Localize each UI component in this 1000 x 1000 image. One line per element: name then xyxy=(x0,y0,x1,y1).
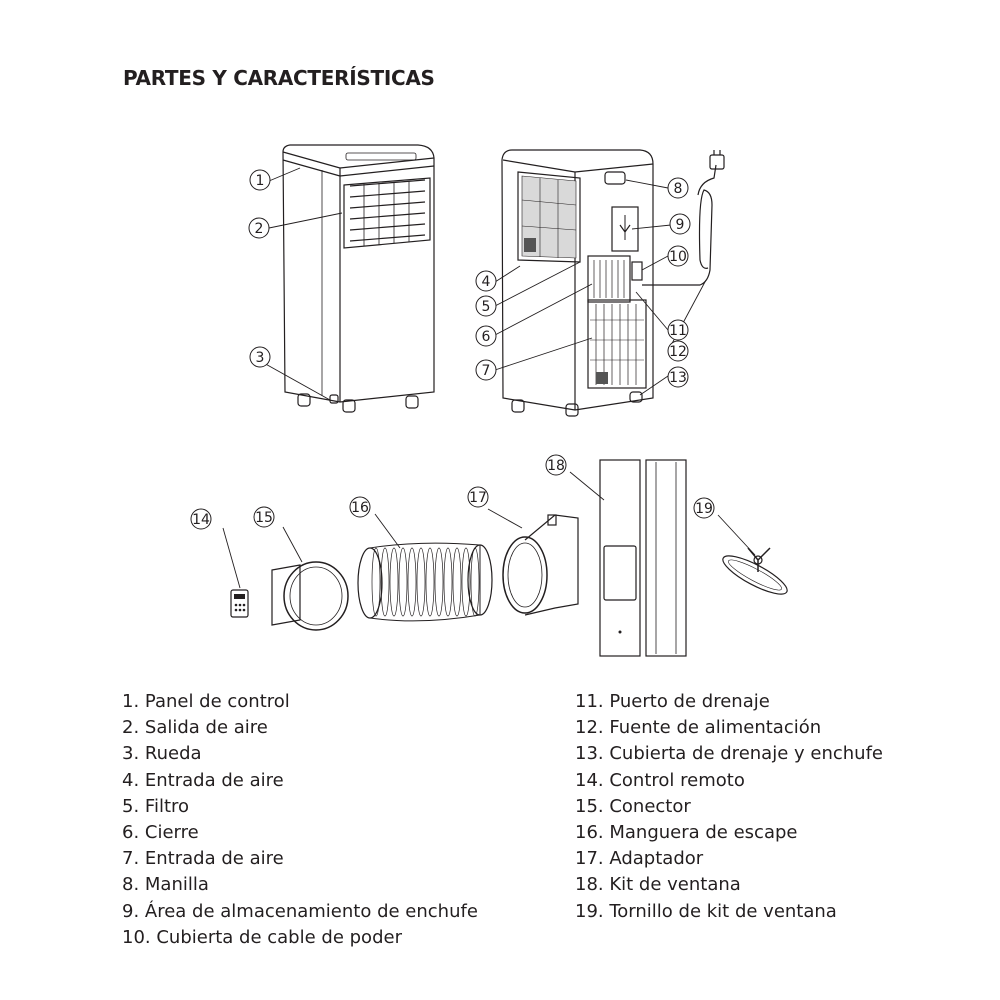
legend-item: 6. Cierre xyxy=(122,822,199,844)
adapter-piece xyxy=(503,515,578,615)
ac-unit-rear-view xyxy=(502,150,724,416)
callout-19 xyxy=(694,498,714,518)
callout-number: 7 xyxy=(481,363,491,379)
callout-11 xyxy=(668,320,688,340)
hose-rib xyxy=(462,548,470,616)
callout-13 xyxy=(668,367,688,387)
hose-rib xyxy=(444,548,452,616)
hose-rib xyxy=(390,548,398,616)
page-title: PARTES Y CARACTERÍSTICAS xyxy=(123,66,435,90)
callout-number: 6 xyxy=(481,329,491,345)
legend-item: 5. Filtro xyxy=(122,795,190,817)
callout-14 xyxy=(191,509,211,529)
legend-item: 19. Tornillo de kit de ventana xyxy=(575,900,837,922)
legend-item: 18. Kit de ventana xyxy=(575,874,741,896)
window-kit xyxy=(600,460,686,656)
callout-number: 13 xyxy=(669,370,687,386)
legend-item: 1. Panel de control xyxy=(122,691,290,712)
legend-item: 8. Manilla xyxy=(122,874,209,896)
callout-10 xyxy=(668,246,688,266)
legend-left-column xyxy=(122,689,478,951)
plug-icon xyxy=(710,155,724,169)
wheels-rear xyxy=(512,392,642,416)
callout-number: 5 xyxy=(481,299,491,315)
callout-number: 2 xyxy=(254,221,264,237)
middle-grille xyxy=(588,256,642,302)
callout-1 xyxy=(250,170,270,190)
callout-17 xyxy=(468,487,488,507)
callout-18 xyxy=(546,455,566,475)
legend-item: 3. Rueda xyxy=(122,743,202,765)
hose-rib xyxy=(399,548,407,616)
callout-number: 17 xyxy=(469,490,487,506)
callout-number: 4 xyxy=(481,274,491,290)
hose-rib xyxy=(372,548,380,616)
callout-number: 12 xyxy=(669,344,687,360)
callout-number: 15 xyxy=(255,510,273,526)
upper-air-inlet-filter xyxy=(518,172,580,262)
legend-item: 2. Salida de aire xyxy=(122,717,268,739)
legend-item: 15. Conector xyxy=(575,795,691,817)
callout-number: 11 xyxy=(669,323,687,339)
legend-item: 12. Fuente de alimentación xyxy=(575,717,822,739)
legend-item: 13. Cubierta de drenaje y enchufe xyxy=(575,743,883,765)
callout-12 xyxy=(668,341,688,361)
callout-number: 18 xyxy=(547,458,565,474)
callout-number: 8 xyxy=(673,181,683,197)
hose-rib xyxy=(471,548,479,616)
callout-4 xyxy=(476,271,496,291)
callout-number: 14 xyxy=(192,512,210,528)
wheels-front xyxy=(298,394,418,412)
callout-number: 19 xyxy=(695,501,713,517)
hose-rib xyxy=(426,548,434,616)
legend-item: 14. Control remoto xyxy=(575,769,745,791)
callout-9 xyxy=(670,214,690,234)
hose-rib xyxy=(453,548,461,616)
callout-2 xyxy=(249,218,269,238)
callout-number: 3 xyxy=(255,350,265,366)
connector-piece xyxy=(272,562,348,630)
callout-16 xyxy=(350,497,370,517)
air-outlet-grille xyxy=(344,178,430,248)
legend-right-column xyxy=(575,689,883,925)
legend-item: 9. Área de almacenamiento de enchufe xyxy=(122,900,478,922)
handle-recess xyxy=(605,172,625,184)
hose-rib xyxy=(408,548,416,616)
callout-6 xyxy=(476,326,496,346)
callout-number: 1 xyxy=(255,173,265,189)
callout-5 xyxy=(476,296,496,316)
legend-item: 16. Manguera de escape xyxy=(575,822,798,844)
legend-item: 11. Puerto de drenaje xyxy=(575,691,770,712)
window-kit-screw xyxy=(719,548,792,601)
remote-control xyxy=(231,590,248,617)
ac-unit-front-view xyxy=(283,145,434,412)
callout-number: 16 xyxy=(351,500,369,516)
legend-item: 17. Adaptador xyxy=(575,848,704,870)
legend-item: 7. Entrada de aire xyxy=(122,848,284,870)
lower-air-inlet-grille xyxy=(588,300,646,388)
callout-8 xyxy=(668,178,688,198)
callout-3 xyxy=(250,347,270,367)
hose-rib xyxy=(417,548,425,616)
callout-15 xyxy=(254,507,274,527)
callout-number: 9 xyxy=(675,217,685,233)
legend-item: 10. Cubierta de cable de poder xyxy=(122,926,402,948)
hose-rib xyxy=(435,548,443,616)
legend-item: 4. Entrada de aire xyxy=(122,769,284,791)
callout-number: 10 xyxy=(669,249,687,265)
callout-7 xyxy=(476,360,496,380)
